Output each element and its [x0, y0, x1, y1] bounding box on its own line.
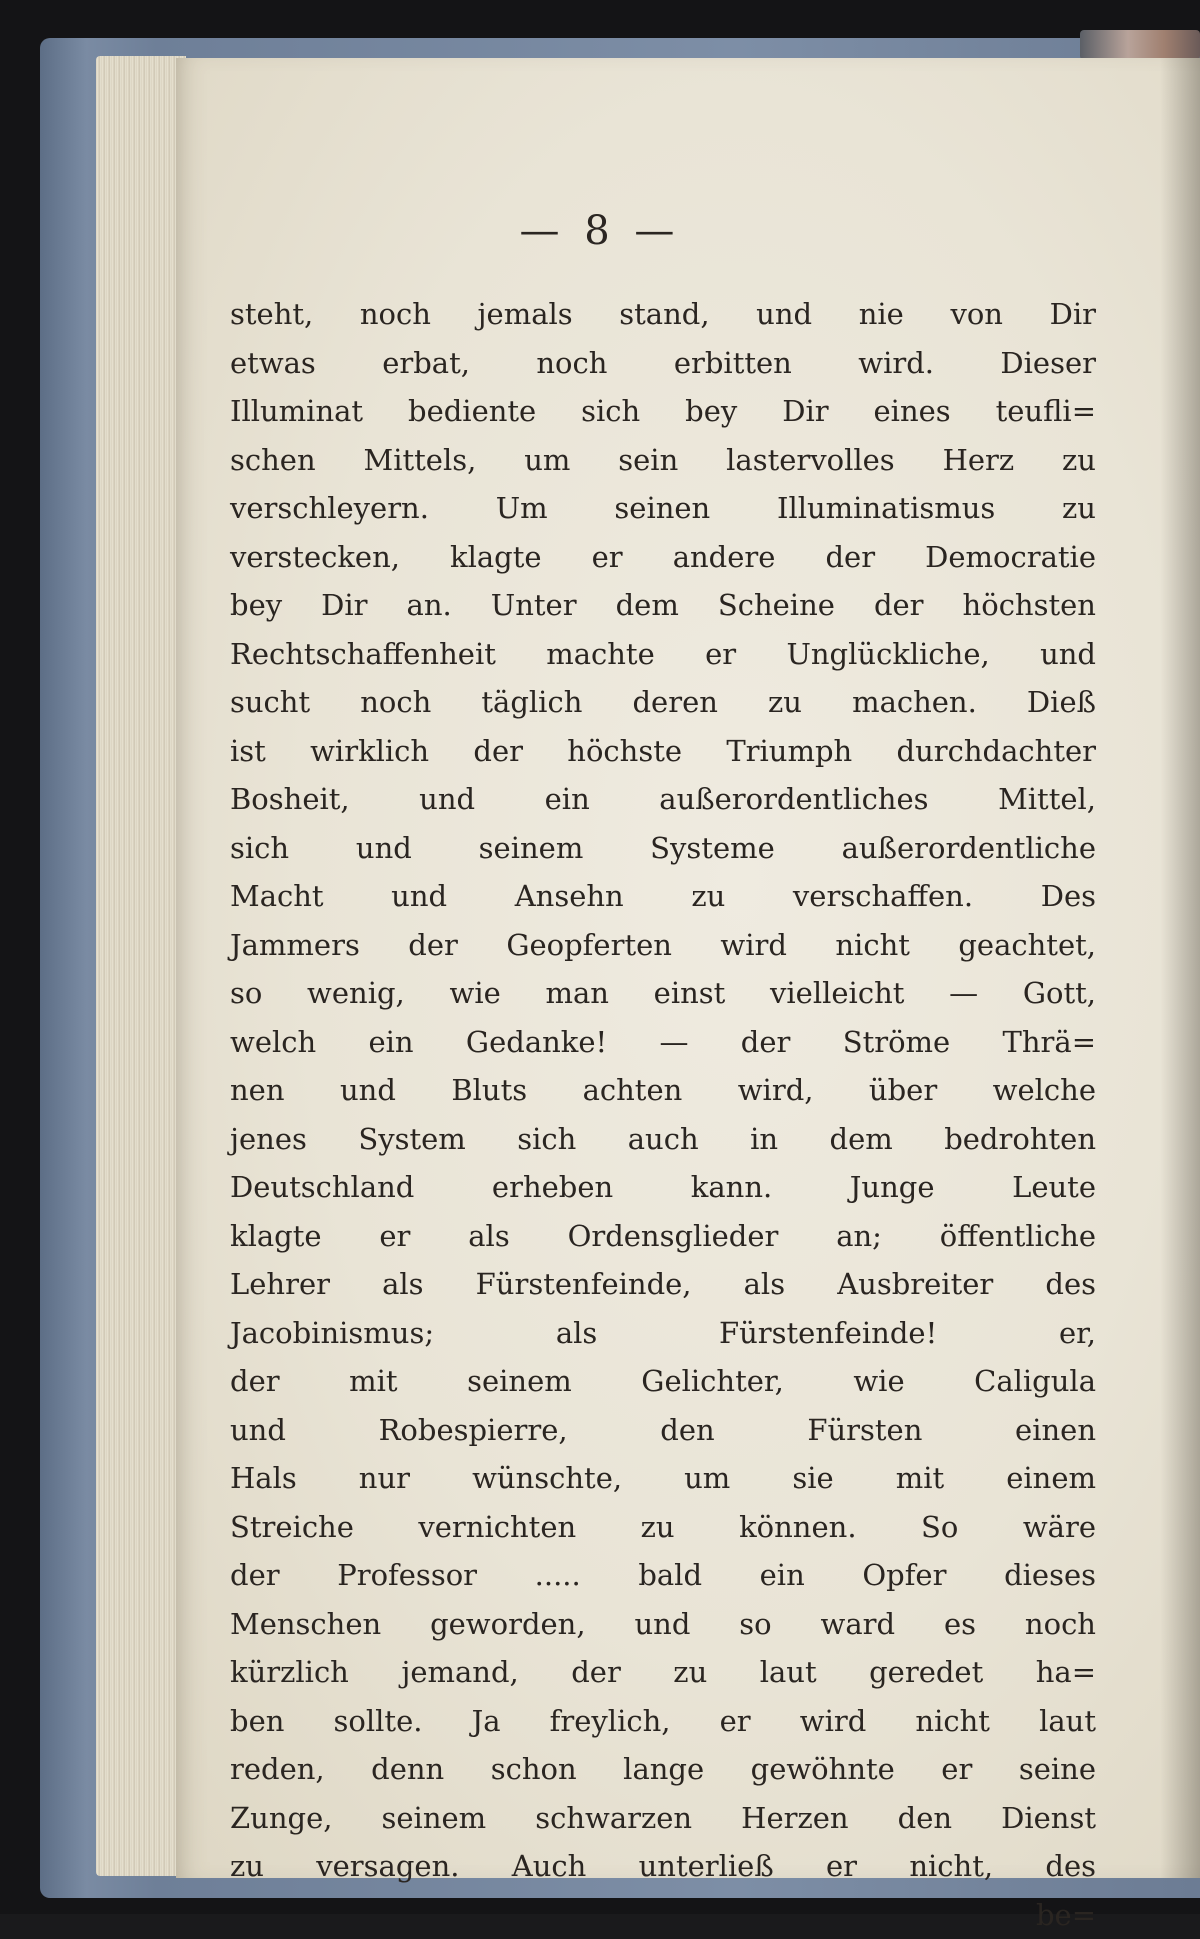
text-line: Streiche vernichten zu können. So wäre [230, 1509, 1096, 1544]
text-line: Bosheit, und ein außerordentliches Mittel, [230, 782, 1096, 816]
text-line: Lehrer als Fürstenfeinde, als Ausbreiter des [230, 1267, 1096, 1301]
text-line: Hals nur wünschte, um sie mit einem [230, 1461, 1096, 1495]
text-line: der Professor ..... bald ein Opfer dieses [230, 1558, 1096, 1592]
book-spine-edge [1080, 30, 1200, 60]
text-line: zu versagen. Auch unterließ er nicht, des [230, 1849, 1096, 1883]
catchword: be= [1035, 1897, 1096, 1932]
text-line: und Robespierre, den Fürsten einen [230, 1412, 1096, 1447]
text-line: jenes System sich auch in dem bedrohten [230, 1121, 1096, 1156]
text-line: Jammers der Geopferten wird nicht geachtet, [230, 927, 1096, 962]
text-line: sich und seinem Systeme außerordentliche [230, 830, 1096, 865]
text-line: Illuminat bediente sich bey Dir eines teufli= [230, 394, 1096, 428]
text-line: ist wirklich der höchste Triumph durchdachter [230, 733, 1096, 768]
text-line: steht, noch jemals stand, und nie von Dir [230, 297, 1096, 331]
text-line: welch ein Gedanke! — der Ströme Thrä= [230, 1024, 1096, 1059]
text-line: Deutschland erheben kann. Junge Leute [230, 1170, 1096, 1204]
text-line: verschleyern. Um seinen Illuminatismus zu [230, 491, 1096, 525]
page-number-header: — 8 — [519, 208, 681, 254]
text-line: Menschen geworden, und so ward es noch [230, 1606, 1096, 1641]
text-line: Jacobinismus; als Fürstenfeinde! er, [230, 1315, 1096, 1350]
text-line: so wenig, wie man einst vielleicht — Gott, [230, 976, 1096, 1010]
text-line: nen und Bluts achten wird, über welche [230, 1073, 1096, 1107]
page-edges [96, 56, 186, 1876]
text-line: etwas erbat, noch erbitten wird. Dieser [230, 345, 1096, 380]
page-shadow [1160, 58, 1200, 1878]
text-line: klagte er als Ordensglieder an; öffentliche [230, 1218, 1096, 1253]
page-text [230, 290, 1096, 1939]
text-line: der mit seinem Gelichter, wie Caligula [230, 1364, 1096, 1398]
text-line: sucht noch täglich deren zu machen. Dieß [230, 685, 1096, 719]
text-line: kürzlich jemand, der zu laut geredet ha= [230, 1655, 1096, 1689]
text-line: Zunge, seinem schwarzen Herzen den Dienst [230, 1800, 1096, 1835]
text-line: Macht und Ansehn zu verschaffen. Des [230, 879, 1096, 913]
text-line: schen Mittels, um sein lastervolles Herz zu [230, 442, 1096, 477]
text-line: verstecken, klagte er andere der Democratie [230, 539, 1096, 574]
text-line: reden, denn schon lange gewöhnte er seine [230, 1752, 1096, 1786]
text-line: Rechtschaffenheit machte er Unglückliche, und [230, 636, 1096, 671]
text-line: ben sollte. Ja freylich, er wird nicht laut [230, 1703, 1096, 1738]
text-line: bey Dir an. Unter dem Scheine der höchsten [230, 588, 1096, 622]
